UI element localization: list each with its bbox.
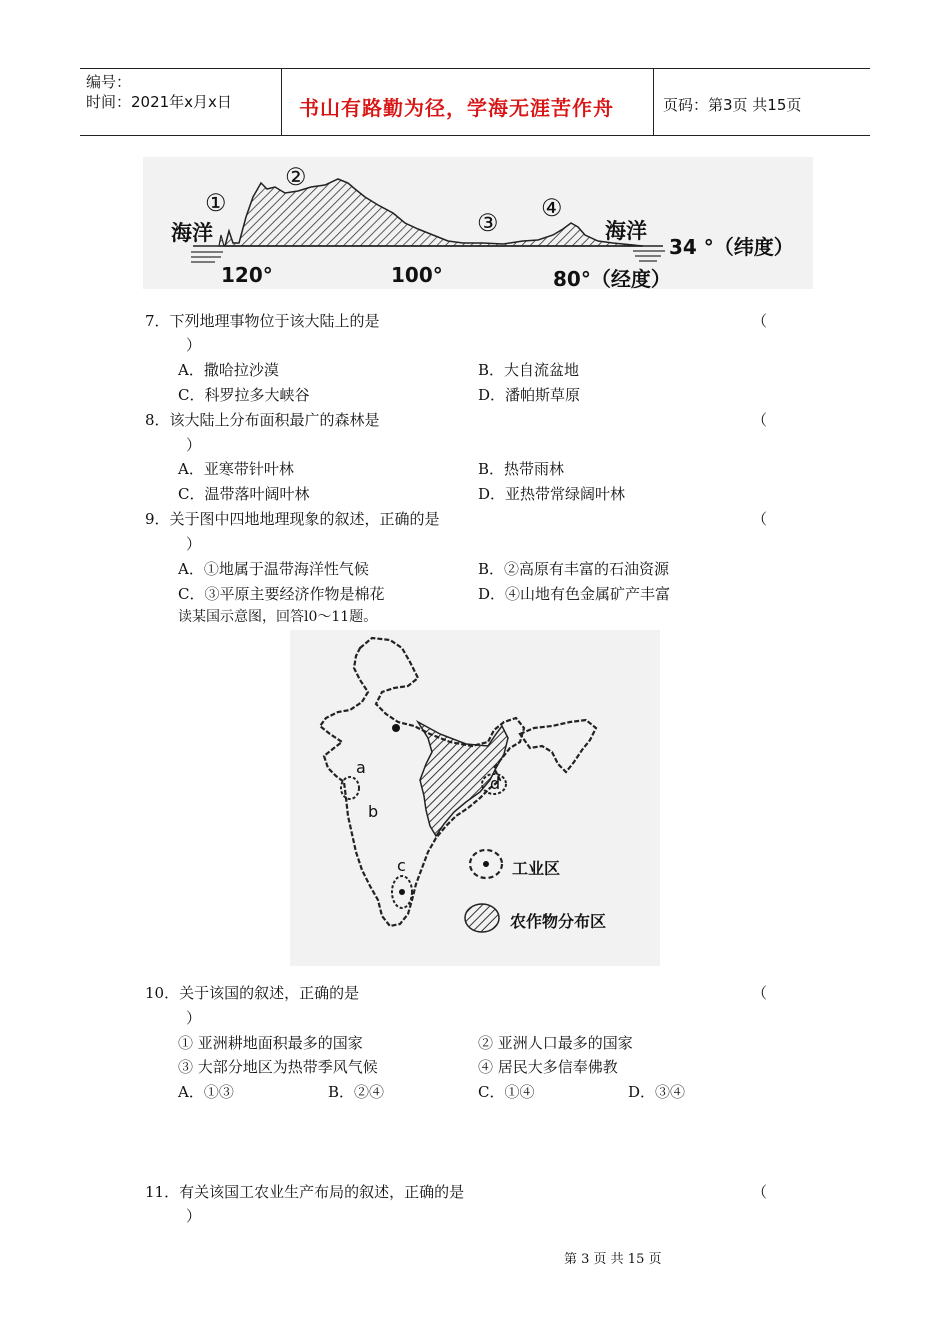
statement-4: ④ 居民大多信奉佛教 (478, 1058, 618, 1076)
statement-3: ③ 大部分地区为热带季风气候 (178, 1058, 378, 1076)
legend-industry-label: 工业区 (512, 859, 561, 878)
option-c[interactable]: C．③平原主要经济作物是棉花 (178, 585, 385, 603)
map-label-c: c (397, 856, 406, 875)
capital-dot (392, 724, 400, 732)
header-divider-left (281, 68, 282, 136)
statement-2: ② 亚洲人口最多的国家 (478, 1034, 633, 1052)
page-footer: 第 3 页 共 15 页 (564, 1252, 662, 1267)
marker-1: ① (205, 189, 227, 217)
question-stem: 11．有关该国工农业生产布局的叙述，正确的是 (145, 1183, 465, 1201)
latitude-label: 34 °（纬度） (669, 235, 794, 259)
answer-paren-open: （ (752, 411, 768, 429)
option-d[interactable]: D．亚热带常绿阔叶林 (478, 485, 626, 503)
answer-paren-close: ） (186, 535, 202, 553)
marker-4: ④ (541, 194, 563, 222)
industry-zone-c-dot (399, 889, 405, 895)
northeast-outline (520, 720, 596, 772)
option-b[interactable]: B．热带雨林 (478, 460, 565, 478)
question-stem: 10．关于该国的叙述，正确的是 (145, 984, 360, 1002)
option-d[interactable]: D．③④ (628, 1083, 686, 1101)
option-d[interactable]: D．④山地有色金属矿产丰富 (478, 585, 671, 603)
marker-3: ③ (477, 209, 499, 237)
longitude-120-label: 120° (221, 263, 273, 287)
map-label-d: d (490, 774, 501, 793)
option-d[interactable]: D．潘帕斯草原 (478, 386, 581, 404)
answer-paren-close: ） (186, 1009, 202, 1027)
legend-industry-dot (483, 861, 489, 867)
map-label-a: a (356, 758, 366, 777)
header-bottom-rule (80, 135, 870, 136)
longitude-100-label: 100° (391, 263, 443, 287)
option-c[interactable]: C．科罗拉多大峡谷 (178, 386, 310, 404)
statement-1: ① 亚洲耕地面积最多的国家 (178, 1034, 363, 1052)
option-b[interactable]: B．大自流盆地 (478, 361, 580, 379)
answer-paren-open: （ (752, 1183, 768, 1201)
header-divider-right (653, 68, 654, 136)
map-label-b: b (368, 802, 379, 821)
option-a[interactable]: A．撒哈拉沙漠 (178, 361, 279, 379)
option-c[interactable]: C．温带落叶阔叶林 (178, 485, 310, 503)
question-stem: 7．下列地理事物位于该大陆上的是 (145, 312, 380, 330)
header-motto: 书山有路勤为径，学海无涯苦作舟 (299, 96, 614, 120)
marker-2: ② (285, 163, 307, 191)
legend-crop-symbol (465, 904, 499, 932)
option-b[interactable]: B．②高原有丰富的石油资源 (478, 560, 670, 578)
answer-paren-open: （ (752, 312, 768, 330)
answer-paren-close: ） (186, 1207, 202, 1225)
answer-paren-open: （ (752, 984, 768, 1002)
coastal-feature-shape (219, 235, 224, 246)
legend-crop-label: 农作物分布区 (510, 912, 607, 931)
option-c[interactable]: C．①④ (478, 1083, 535, 1101)
answer-paren-close: ） (186, 436, 202, 454)
option-b[interactable]: B．②④ (328, 1083, 385, 1101)
answer-paren-close: ） (186, 336, 202, 354)
ocean-label-right: 海洋 (605, 219, 647, 243)
option-a[interactable]: A．①地属于温带海洋性气候 (178, 560, 369, 578)
doc-number-label: 编号： (86, 73, 132, 91)
question-stem: 9．关于图中四地地理现象的叙述，正确的是 (145, 510, 440, 528)
header-top-rule (80, 68, 870, 69)
option-a[interactable]: A．①③ (178, 1083, 234, 1101)
question-stem: 8．该大陆上分布面积最广的森林是 (145, 411, 380, 429)
read-instruction: 读某国示意图，回答l0～11题。 (178, 609, 378, 625)
doc-time-label: 时间：2021年x月x日 (86, 93, 232, 111)
option-a[interactable]: A．亚寒带针叶林 (178, 460, 294, 478)
page-indicator: 页码：第3页 共15页 (663, 96, 802, 114)
longitude-80-label: 80°（经度） (553, 267, 671, 291)
ocean-label-left: 海洋 (171, 221, 213, 245)
answer-paren-open: （ (752, 510, 768, 528)
country-map-figure (290, 630, 660, 966)
terrain-profile-figure (143, 157, 813, 289)
